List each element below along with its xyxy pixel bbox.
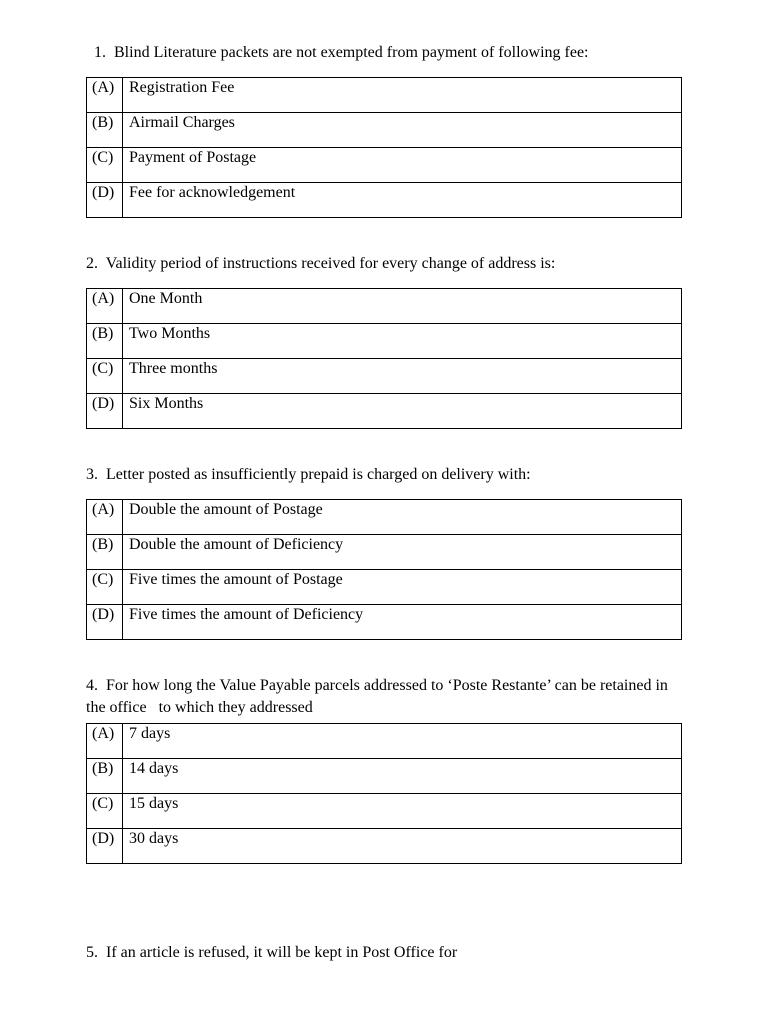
- option-text: Three months: [123, 359, 682, 394]
- option-text: Double the amount of Postage: [123, 500, 682, 535]
- option-text: Payment of Postage: [123, 148, 682, 183]
- option-letter: (C): [87, 570, 123, 605]
- option-row: [87, 724, 682, 759]
- option-letter: (D): [87, 829, 123, 864]
- option-row: [87, 500, 682, 535]
- option-text: Registration Fee: [123, 78, 682, 113]
- options-table: [86, 723, 682, 864]
- option-row: [87, 535, 682, 570]
- option-text: Fee for acknowledgement: [123, 183, 682, 218]
- option-letter: (A): [87, 78, 123, 113]
- option-text: Six Months: [123, 394, 682, 429]
- question-3: [86, 464, 682, 640]
- option-text: Five times the amount of Deficiency: [123, 605, 682, 640]
- option-letter: (C): [87, 148, 123, 183]
- question-text: 4. For how long the Value Payable parcels addressed to ‘Poste Restante’ can be retained in the office to which they addressed: [86, 677, 672, 716]
- option-row: [87, 359, 682, 394]
- question-1: [86, 42, 682, 218]
- options-table: [86, 499, 682, 640]
- option-text: 14 days: [123, 759, 682, 794]
- option-text: One Month: [123, 289, 682, 324]
- question-2: [86, 253, 682, 429]
- option-row: [87, 605, 682, 640]
- question-text: 5. If an article is refused, it will be kept in Post Office for: [86, 944, 458, 961]
- question-4: [86, 675, 682, 864]
- options-table: [86, 288, 682, 429]
- option-text: Double the amount of Deficiency: [123, 535, 682, 570]
- option-text: 15 days: [123, 794, 682, 829]
- option-text: Two Months: [123, 324, 682, 359]
- option-row: [87, 289, 682, 324]
- option-letter: (D): [87, 394, 123, 429]
- question-text: 2. Validity period of instructions received for every change of address is:: [86, 255, 556, 272]
- option-letter: (C): [87, 794, 123, 829]
- options-table: [86, 77, 682, 218]
- option-letter: (B): [87, 113, 123, 148]
- option-text: Five times the amount of Postage: [123, 570, 682, 605]
- option-letter: (A): [87, 289, 123, 324]
- option-row: [87, 759, 682, 794]
- option-text: Airmail Charges: [123, 113, 682, 148]
- option-letter: (D): [87, 183, 123, 218]
- question-5: [86, 942, 682, 964]
- option-row: [87, 113, 682, 148]
- option-letter: (A): [87, 724, 123, 759]
- option-row: [87, 394, 682, 429]
- option-row: [87, 829, 682, 864]
- question-text: 1. Blind Literature packets are not exempted from payment of following fee:: [94, 44, 589, 61]
- option-letter: (B): [87, 535, 123, 570]
- option-row: [87, 78, 682, 113]
- option-letter: (C): [87, 359, 123, 394]
- option-text: 7 days: [123, 724, 682, 759]
- option-letter: (B): [87, 324, 123, 359]
- option-text: 30 days: [123, 829, 682, 864]
- option-row: [87, 324, 682, 359]
- option-row: [87, 570, 682, 605]
- option-row: [87, 794, 682, 829]
- option-letter: (D): [87, 605, 123, 640]
- option-row: [87, 183, 682, 218]
- question-text: 3. Letter posted as insufficiently prepaid is charged on delivery with:: [86, 466, 531, 483]
- option-letter: (A): [87, 500, 123, 535]
- option-row: [87, 148, 682, 183]
- option-letter: (B): [87, 759, 123, 794]
